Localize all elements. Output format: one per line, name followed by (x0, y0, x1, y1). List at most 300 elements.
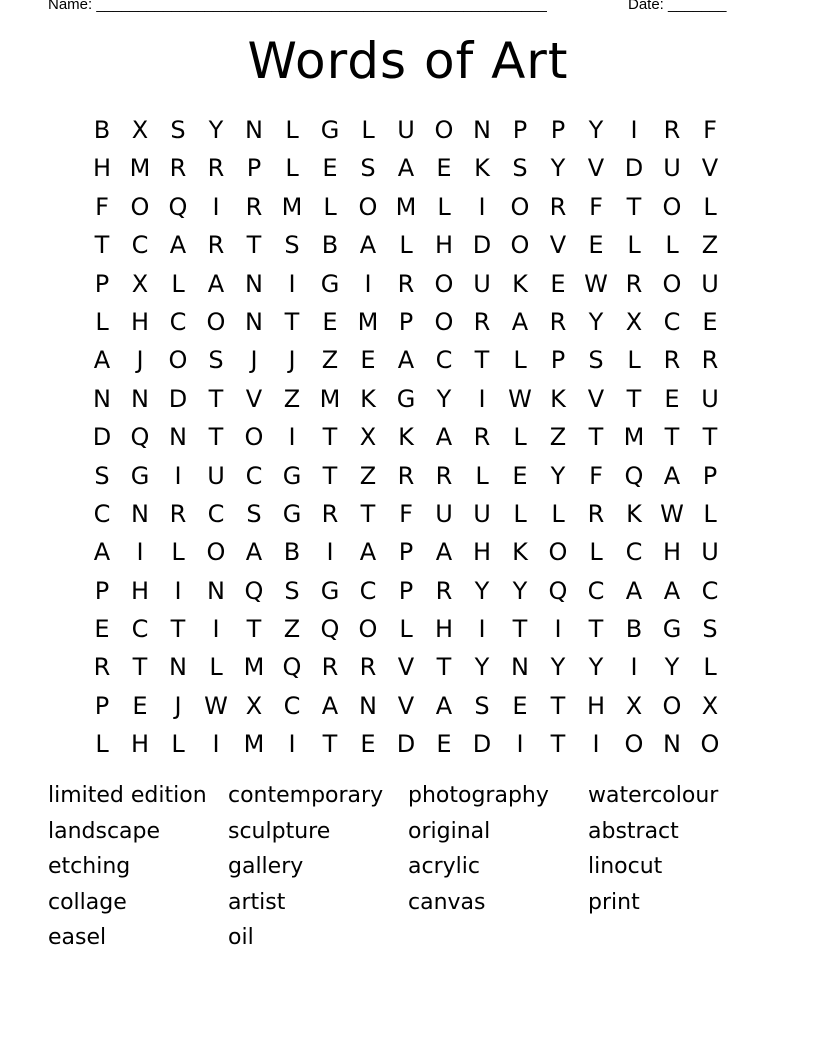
grid-letter: J (250, 346, 258, 375)
name-field-label: Name: ______________________________________________________ (48, 0, 547, 13)
grid-letter: M (243, 653, 265, 682)
grid-letter: C (283, 691, 301, 720)
grid-letter: T (664, 423, 680, 452)
grid-letter: T (626, 384, 642, 413)
grid-letter: G (320, 116, 340, 144)
grid-letter: M (357, 307, 379, 336)
grid-letter: C (625, 538, 643, 567)
grid-letter: T (588, 615, 604, 644)
grid-letter: C (701, 576, 719, 605)
grid-row (83, 687, 729, 725)
grid-letter: V (587, 154, 605, 183)
grid-letter: X (245, 691, 263, 720)
grid-letter: L (513, 346, 527, 375)
grid-letter: Y (588, 653, 604, 682)
grid-letter: L (285, 154, 299, 183)
grid-letter: S (246, 499, 262, 528)
grid-letter: P (246, 154, 262, 183)
grid-letter: M (281, 192, 303, 221)
grid-letter: G (282, 461, 302, 490)
grid-letter: H (662, 538, 682, 567)
grid-letter: Y (474, 576, 490, 605)
grid-letter: E (360, 346, 376, 375)
grid-letter: A (207, 269, 225, 298)
grid-letter: H (434, 231, 454, 260)
grid-letter: N (473, 116, 491, 144)
grid-letter: L (171, 269, 185, 298)
grid-letter: I (212, 615, 220, 644)
grid-letter: S (512, 154, 528, 183)
grid-letter: R (549, 192, 567, 221)
grid-letter: G (320, 576, 340, 605)
grid-letter: I (478, 384, 486, 413)
grid-letter: A (511, 307, 529, 336)
grid-letter: Q (130, 423, 150, 452)
grid-letter: I (174, 576, 182, 605)
grid-row (83, 111, 729, 149)
grid-letter: T (550, 691, 566, 720)
grid-letter: I (478, 615, 486, 644)
grid-letter: L (171, 538, 185, 567)
grid-letter: L (171, 730, 185, 759)
grid-letter: A (397, 154, 415, 183)
grid-letter: O (206, 307, 226, 336)
word-item: photography (408, 783, 549, 808)
header (48, 0, 748, 20)
grid-row (83, 380, 729, 418)
grid-letter: C (435, 346, 453, 375)
grid-letter: Z (701, 231, 719, 260)
grid-letter: C (93, 499, 111, 528)
date-field-label: Date: _______ (628, 0, 727, 13)
grid-letter: T (474, 346, 490, 375)
word-row (48, 780, 768, 816)
grid-letter: H (434, 615, 454, 644)
grid-letter: A (663, 461, 681, 490)
grid-letter: T (284, 307, 300, 336)
grid-letter: P (94, 269, 110, 298)
grid-letter: T (588, 423, 604, 452)
grid-letter: L (95, 307, 109, 336)
grid-letter: V (245, 384, 263, 413)
grid-letter: W (660, 499, 684, 528)
grid-letter: Y (550, 653, 566, 682)
grid-letter: O (662, 269, 682, 298)
grid-letter: A (435, 538, 453, 567)
grid-letter: T (94, 231, 110, 260)
grid-letter: O (206, 538, 226, 567)
grid-letter: E (550, 269, 566, 298)
word-item: print (588, 889, 640, 915)
grid-letter: R (359, 653, 377, 682)
grid-letter: E (322, 154, 338, 183)
grid-letter: O (700, 730, 720, 759)
grid-letter: R (245, 192, 263, 221)
grid-letter: A (397, 346, 415, 375)
grid-letter: U (701, 538, 719, 567)
grid-letter: W (508, 384, 532, 413)
grid-letter: O (662, 192, 682, 221)
grid-letter: H (130, 307, 150, 336)
grid-letter: H (130, 730, 150, 759)
grid-letter: V (549, 231, 567, 260)
word-item: linocut (588, 854, 663, 879)
grid-letter: X (131, 269, 149, 298)
grid-letter: X (359, 423, 377, 452)
grid-letter: I (364, 269, 372, 298)
grid-letter: W (584, 269, 608, 298)
grid-row (83, 149, 729, 187)
grid-letter: U (701, 269, 719, 298)
grid-letter: T (512, 615, 528, 644)
word-item: limited edition (48, 783, 207, 808)
grid-letter: Q (282, 653, 302, 682)
grid-letter: Z (283, 384, 301, 413)
grid-letter: D (624, 154, 644, 183)
grid-letter: S (94, 461, 110, 490)
grid-letter: Y (550, 461, 566, 490)
grid-row (83, 457, 729, 495)
grid-letter: N (93, 384, 111, 413)
grid-letter: Z (283, 615, 301, 644)
grid-row (83, 418, 729, 456)
grid-letter: A (169, 231, 187, 260)
grid-letter: V (397, 653, 415, 682)
grid-letter: N (169, 423, 187, 452)
grid-letter: G (130, 461, 150, 490)
grid-letter: C (359, 576, 377, 605)
grid-letter: A (663, 576, 681, 605)
grid-letter: D (168, 384, 188, 413)
grid-letter: P (702, 461, 718, 490)
grid-letter: T (436, 653, 452, 682)
grid-row (83, 265, 729, 303)
grid-row (83, 226, 729, 264)
grid-letter: T (246, 615, 262, 644)
grid-letter: R (473, 307, 491, 336)
grid-letter: P (94, 691, 110, 720)
grid-letter: V (397, 691, 415, 720)
grid-letter: Z (359, 461, 377, 490)
grid-letter: O (130, 192, 150, 221)
grid-letter: N (245, 116, 263, 144)
grid-row (83, 533, 729, 571)
grid-letter: C (207, 499, 225, 528)
grid-letter: N (245, 269, 263, 298)
grid-letter: U (435, 499, 453, 528)
word-row (48, 922, 768, 958)
grid-letter: A (625, 576, 643, 605)
word-item: landscape (48, 818, 161, 844)
grid-letter: S (702, 615, 718, 644)
grid-letter: T (208, 384, 224, 413)
grid-letter: G (662, 615, 682, 644)
grid-letter: R (321, 653, 339, 682)
grid-letter: R (663, 346, 681, 375)
grid-letter: S (474, 691, 490, 720)
grid-letter: S (284, 576, 300, 605)
grid-letter: Y (208, 116, 224, 144)
grid-row (83, 341, 729, 379)
grid-letter: Y (588, 307, 604, 336)
grid-letter: C (169, 307, 187, 336)
grid-letter: D (396, 730, 416, 759)
grid-letter: E (664, 384, 680, 413)
grid-letter: I (630, 116, 638, 144)
grid-letter: L (665, 231, 679, 260)
grid-letter: N (131, 384, 149, 413)
grid-letter: L (513, 499, 527, 528)
grid-letter: C (131, 231, 149, 260)
grid-letter: Y (588, 116, 604, 144)
grid-letter: O (358, 192, 378, 221)
grid-letter: R (207, 154, 225, 183)
grid-letter: E (588, 231, 604, 260)
grid-letter: E (322, 307, 338, 336)
grid-letter: S (170, 116, 186, 144)
grid-letter: M (623, 423, 645, 452)
grid-row (83, 188, 729, 226)
grid-letter: F (589, 192, 603, 221)
grid-letter: R (435, 461, 453, 490)
grid-letter: R (587, 499, 605, 528)
grid-letter: N (663, 730, 681, 759)
grid-letter: Q (320, 615, 340, 644)
grid-letter: U (397, 116, 415, 144)
grid-letter: R (549, 307, 567, 336)
letter-grid (83, 111, 729, 764)
grid-letter: H (472, 538, 492, 567)
grid-letter: J (174, 691, 182, 720)
grid-letter: K (512, 269, 528, 298)
grid-letter: O (548, 538, 568, 567)
grid-letter: N (245, 307, 263, 336)
grid-row (83, 495, 729, 533)
grid-letter: X (625, 307, 643, 336)
grid-letter: P (398, 576, 414, 605)
grid-letter: E (512, 461, 528, 490)
grid-letter: N (511, 653, 529, 682)
grid-letter: U (473, 269, 491, 298)
grid-letter: T (322, 423, 338, 452)
grid-letter: K (360, 384, 376, 413)
grid-letter: L (703, 653, 717, 682)
grid-letter: E (436, 154, 452, 183)
grid-letter: Z (321, 346, 339, 375)
grid-letter: R (169, 499, 187, 528)
grid-row (83, 648, 729, 686)
grid-letter: A (93, 538, 111, 567)
grid-letter: Z (549, 423, 567, 452)
grid-letter: R (169, 154, 187, 183)
grid-letter: T (702, 423, 718, 452)
grid-letter: J (288, 346, 296, 375)
grid-letter: A (359, 231, 377, 260)
grid-letter: S (208, 346, 224, 375)
grid-row (83, 725, 729, 763)
grid-letter: U (663, 154, 681, 183)
grid-letter: Q (548, 576, 568, 605)
grid-letter: I (212, 192, 220, 221)
grid-letter: Y (512, 576, 528, 605)
grid-letter: D (92, 423, 112, 452)
word-row (48, 816, 768, 852)
grid-letter: L (361, 116, 375, 144)
grid-letter: Q (624, 461, 644, 490)
grid-letter: Y (474, 653, 490, 682)
grid-letter: N (131, 499, 149, 528)
word-row (48, 851, 768, 887)
grid-letter: R (663, 116, 681, 144)
grid-letter: B (93, 116, 111, 144)
grid-letter: D (472, 730, 492, 759)
grid-letter: O (244, 423, 264, 452)
grid-letter: U (473, 499, 491, 528)
word-item: etching (48, 854, 131, 879)
grid-letter: P (398, 538, 414, 567)
word-item: original (408, 818, 491, 844)
grid-letter: L (437, 192, 451, 221)
grid-letter: D (472, 231, 492, 260)
page-title: Words of Art (247, 32, 569, 90)
grid-letter: P (550, 116, 566, 144)
grid-letter: H (92, 154, 112, 183)
grid-letter: R (435, 576, 453, 605)
grid-letter: K (550, 384, 566, 413)
grid-letter: R (207, 231, 225, 260)
word-item: easel (48, 925, 107, 950)
grid-letter: O (168, 346, 188, 375)
grid-letter: T (132, 653, 148, 682)
grid-letter: E (94, 615, 110, 644)
grid-letter: L (627, 231, 641, 260)
grid-letter: E (436, 730, 452, 759)
grid-letter: E (512, 691, 528, 720)
grid-letter: A (93, 346, 111, 375)
word-row (48, 887, 768, 923)
grid-row (83, 303, 729, 341)
word-item: abstract (588, 818, 679, 844)
grid-letter: T (170, 615, 186, 644)
grid-letter: J (136, 346, 144, 375)
grid-letter: L (285, 116, 299, 144)
word-item: contemporary (228, 783, 384, 808)
grid-letter: I (288, 423, 296, 452)
grid-letter: O (434, 269, 454, 298)
grid-letter: G (396, 384, 416, 413)
grid-letter: I (288, 730, 296, 759)
grid-letter: H (130, 576, 150, 605)
grid-letter: C (131, 615, 149, 644)
grid-letter: G (320, 269, 340, 298)
grid-letter: P (512, 116, 528, 144)
grid-letter: N (207, 576, 225, 605)
grid-letter: N (169, 653, 187, 682)
grid-row (83, 572, 729, 610)
grid-letter: E (132, 691, 148, 720)
grid-letter: U (701, 384, 719, 413)
grid-letter: O (434, 307, 454, 336)
grid-letter: N (359, 691, 377, 720)
grid-letter: A (435, 423, 453, 452)
word-item: sculpture (228, 818, 331, 844)
word-item: gallery (228, 854, 304, 879)
grid-letter: Y (550, 154, 566, 183)
grid-letter: K (398, 423, 414, 452)
grid-letter: O (510, 231, 530, 260)
grid-letter: T (550, 730, 566, 759)
grid-letter: B (625, 615, 643, 644)
grid-letter: O (662, 691, 682, 720)
word-item: canvas (408, 889, 486, 915)
grid-letter: L (323, 192, 337, 221)
grid-letter: C (587, 576, 605, 605)
grid-letter: M (129, 154, 151, 183)
grid-letter: S (588, 346, 604, 375)
grid-letter: T (322, 730, 338, 759)
word-item: oil (228, 925, 254, 950)
grid-letter: I (630, 653, 638, 682)
grid-letter: R (473, 423, 491, 452)
grid-letter: O (624, 730, 644, 759)
grid-letter: Q (168, 192, 188, 221)
grid-letter: Q (244, 576, 264, 605)
grid-letter: L (703, 499, 717, 528)
grid-letter: C (245, 461, 263, 490)
grid-letter: Y (664, 653, 680, 682)
word-item: collage (48, 889, 127, 915)
grid-letter: X (131, 116, 149, 144)
grid-letter: P (94, 576, 110, 605)
grid-letter: I (174, 461, 182, 490)
grid-letter: L (399, 231, 413, 260)
grid-letter: K (512, 538, 528, 567)
grid-letter: L (95, 730, 109, 759)
grid-letter: I (516, 730, 524, 759)
grid-letter: V (587, 384, 605, 413)
grid-letter: X (701, 691, 719, 720)
grid-letter: R (625, 269, 643, 298)
grid-letter: I (478, 192, 486, 221)
grid-letter: L (551, 499, 565, 528)
grid-letter: B (321, 231, 339, 260)
grid-letter: T (208, 423, 224, 452)
grid-letter: W (204, 691, 228, 720)
grid-letter: I (554, 615, 562, 644)
grid-letter: C (663, 307, 681, 336)
grid-letter: A (359, 538, 377, 567)
word-item: acrylic (408, 854, 480, 879)
grid-letter: T (246, 231, 262, 260)
grid-letter: F (589, 461, 603, 490)
grid-letter: I (326, 538, 334, 567)
grid-letter: S (284, 231, 300, 260)
word-item: watercolour (588, 783, 719, 808)
grid-letter: O (358, 615, 378, 644)
grid-letter: T (360, 499, 376, 528)
grid-letter: L (513, 423, 527, 452)
grid-letter: H (586, 691, 606, 720)
grid-letter: K (474, 154, 490, 183)
grid-letter: B (283, 538, 301, 567)
word-bank (48, 780, 768, 958)
grid-letter: L (627, 346, 641, 375)
grid-letter: V (701, 154, 719, 183)
grid-letter: R (397, 269, 415, 298)
grid-letter: F (399, 499, 413, 528)
grid-row (83, 610, 729, 648)
grid-letter: R (93, 653, 111, 682)
